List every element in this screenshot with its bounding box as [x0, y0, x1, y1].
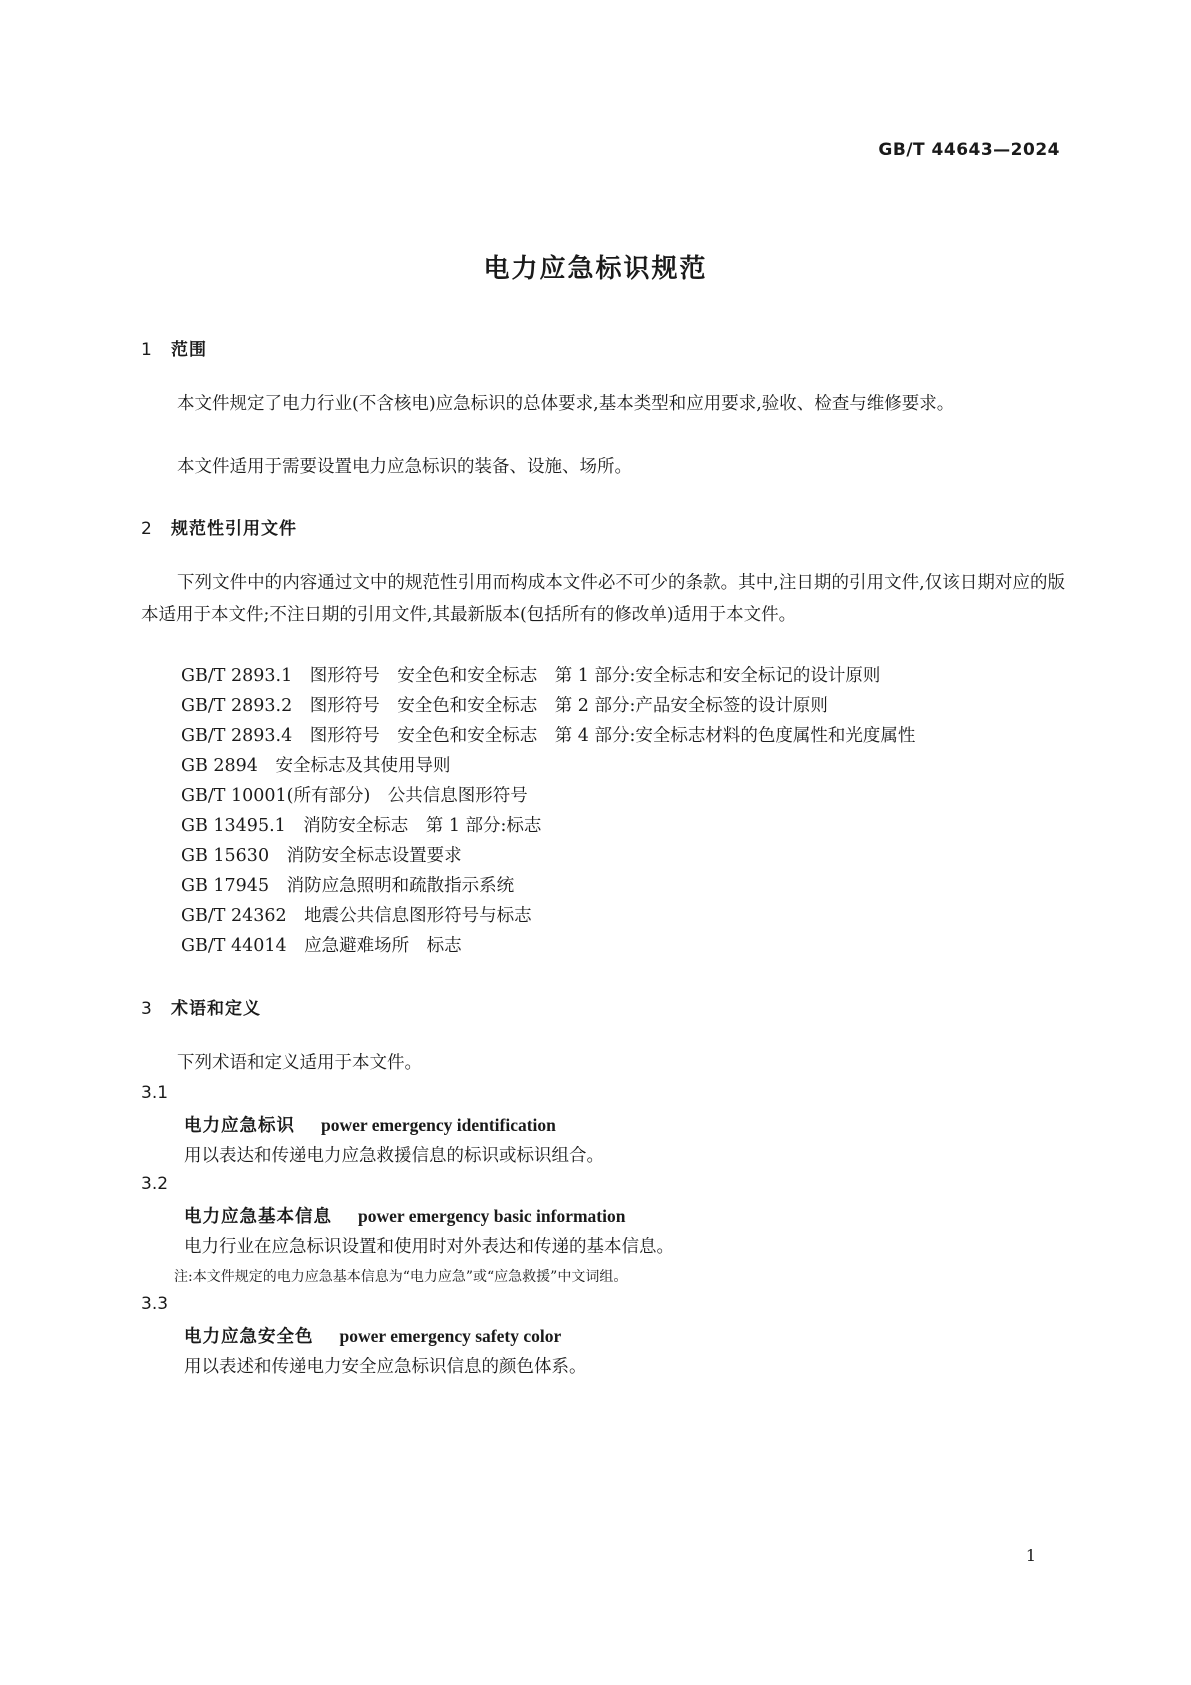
reference-item: GB/T 44014 应急避难场所 标志: [181, 936, 462, 956]
term-zh: 电力应急标识: [184, 1116, 295, 1136]
reference-item: GB/T 2893.4 图形符号 安全色和安全标志 第 4 部分:安全标志材料的色度属性和光度属性: [181, 726, 916, 746]
term-entry: [184, 1203, 625, 1228]
term-definition: 用以表述和传递电力安全应急标识信息的颜色体系。: [184, 1357, 587, 1377]
reference-item: GB/T 24362 地震公共信息图形符号与标志: [181, 906, 532, 926]
reference-item: GB/T 2893.1 图形符号 安全色和安全标志 第 1 部分:安全标志和安全标记的设计原则: [181, 666, 881, 686]
section-number: 3: [141, 999, 153, 1019]
reference-item: GB 17945 消防应急照明和疏散指示系统: [181, 876, 515, 896]
section-1-heading: [141, 335, 207, 360]
reference-item: GB/T 2893.2 图形符号 安全色和安全标志 第 2 部分:产品安全标签的设计原则: [181, 696, 828, 716]
terms-intro: 下列术语和定义适用于本文件。: [177, 1053, 422, 1073]
section-title: 规范性引用文件: [171, 519, 297, 539]
term-zh: 电力应急安全色: [184, 1327, 314, 1347]
reference-item: GB/T 10001(所有部分) 公共信息图形符号: [181, 786, 528, 806]
term-number: 3.3: [141, 1294, 169, 1314]
term-definition: 电力行业在应急标识设置和使用时对外表达和传递的基本信息。: [184, 1237, 674, 1257]
reference-item: GB 15630 消防安全标志设置要求: [181, 846, 462, 866]
term-zh: 电力应急基本信息: [184, 1207, 332, 1227]
reference-item: GB 13495.1 消防安全标志 第 1 部分:标志: [181, 816, 542, 836]
section-title: 范围: [171, 340, 207, 360]
scope-paragraph-1: 本文件规定了电力行业(不含核电)应急标识的总体要求,基本类型和应用要求,验收、检查与维修要求。: [177, 394, 955, 414]
document-title: 电力应急标识规范: [483, 254, 708, 284]
term-definition: 用以表达和传递电力应急救援信息的标识或标识组合。: [184, 1146, 604, 1166]
standard-code: GB/T 44643—2024: [878, 140, 1060, 160]
term-en: power emergency safety color: [339, 1326, 562, 1346]
term-number: 3.2: [141, 1174, 169, 1194]
page-number: 1: [1025, 1546, 1036, 1565]
term-en: power emergency basic information: [358, 1206, 626, 1226]
section-title: 术语和定义: [171, 999, 261, 1019]
section-3-heading: [141, 994, 261, 1019]
term-en: power emergency identification: [321, 1115, 556, 1135]
section-number: 2: [141, 519, 153, 539]
reference-item: GB 2894 安全标志及其使用导则: [181, 756, 451, 776]
scope-paragraph-2: 本文件适用于需要设置电力应急标识的装备、设施、场所。: [177, 457, 632, 477]
term-entry: [184, 1112, 556, 1137]
references-intro: 下列文件中的内容通过文中的规范性引用而构成本文件必不可少的条款。其中,注日期的引用文件,仅该日期对应的版本适用于本文件;不注日期的引用文件,其最新版本(包括所有的修改单)适用于本文件。: [141, 573, 1065, 625]
term-note: 注:本文件规定的电力应急基本信息为“电力应急”或“应急救援”中文词组。: [174, 1269, 628, 1285]
section-number: 1: [141, 340, 153, 360]
term-number: 3.1: [141, 1083, 169, 1103]
term-entry: [184, 1323, 561, 1348]
section-2-heading: [141, 514, 297, 539]
